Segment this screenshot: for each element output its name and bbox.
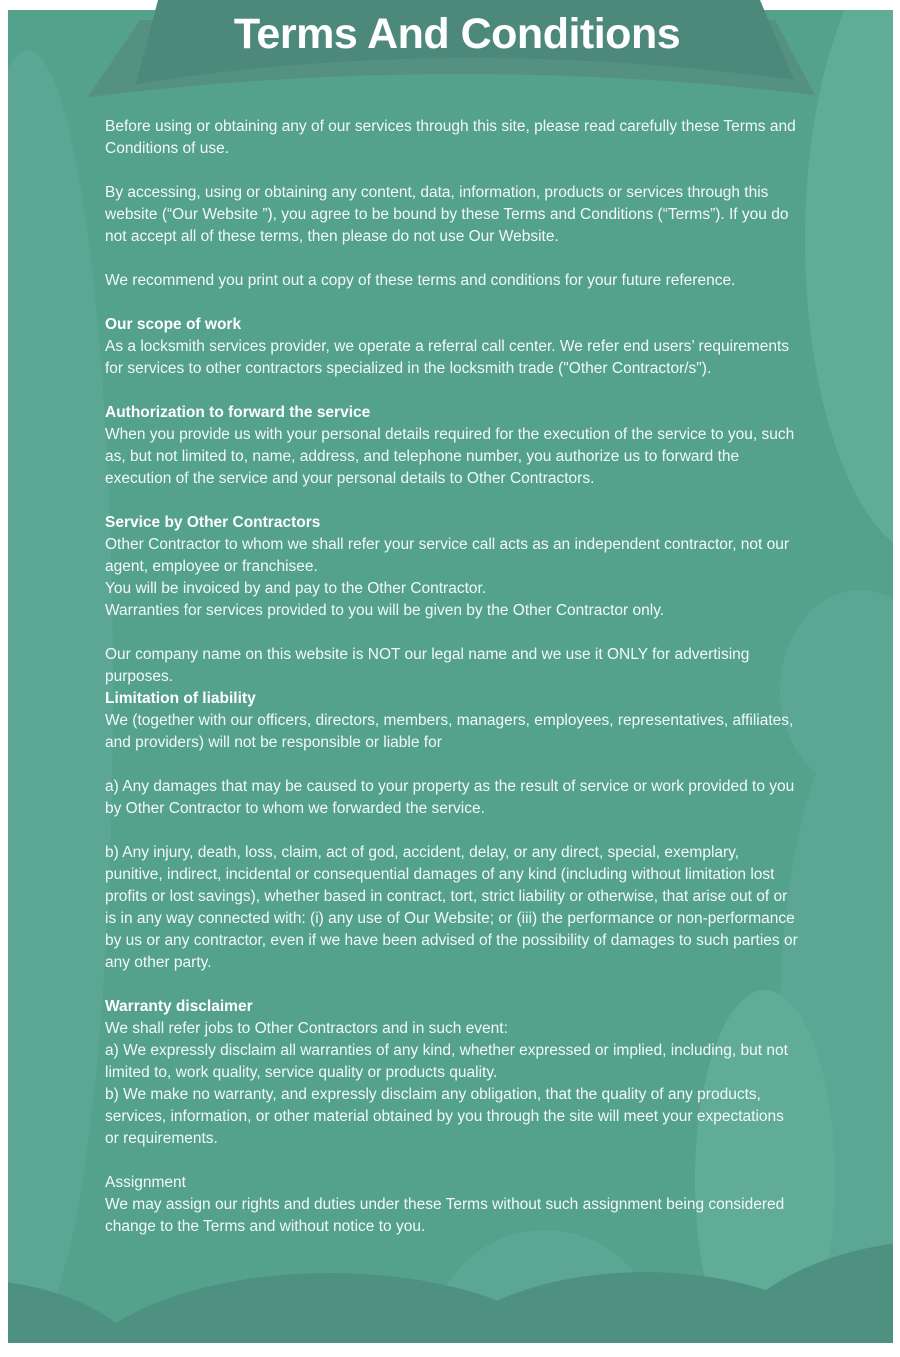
limitation-item-b: b) Any injury, death, loss, claim, act of god, accident, delay, or any direct, special, exemplary, punitive, indirect, incidental or consequential damages of any kind (including without limitation lost profits or lost savings), whether based in contract, tort, strict liability or otherwise, that arise out of or is in any way connected with: (i) any use of Our Website; or (iii) the performance or non-performance by us or any contractor, even if we have been advised of the possibility of damages to such parties or any other party.: [105, 844, 798, 971]
authorization-heading: Authorization to forward the service: [105, 404, 371, 421]
company-name-body: Our company name on this website is NOT our legal name and we use it ONLY for advertising purposes.: [105, 646, 750, 685]
decor-left-band: [8, 50, 113, 1330]
intro-paragraph-2: By accessing, using or obtaining any content, data, information, products or services through this website (“Our Website ”), you agree to be bound by these Terms and Conditions (“Terms”). If you do not accept all of these terms, then please do not use Our Website.: [105, 184, 789, 245]
page-title: Terms And Conditions: [233, 10, 681, 58]
intro-paragraph-3: We recommend you print out a copy of these terms and conditions for your future reference.: [105, 272, 736, 289]
limitation-item-a: a) Any damages that may be caused to your property as the result of service or work provided to you by Other Contractor to whom we forwarded the service.: [105, 778, 795, 817]
warranty-item-b: b) We make no warranty, and expressly disclaim any obligation, that the quality of any products, services, information, or other material obtained by you through the site will meet your expectations or requirements.: [105, 1086, 784, 1147]
terms-card: [8, 10, 893, 1343]
warranty-heading: Warranty disclaimer: [105, 998, 253, 1015]
service-heading: Service by Other Contractors: [105, 514, 321, 531]
terms-content: [105, 116, 799, 1238]
warranty-item-a: a) We expressly disclaim all warranties of any kind, whether expressed or implied, including, but not limited to, work quality, service quality or products quality.: [105, 1042, 788, 1081]
intro-paragraph-1: Before using or obtaining any of our services through this site, please read carefully these Terms and Conditions of use.: [105, 118, 796, 157]
assignment-body: We may assign our rights and duties under these Terms without such assignment being considered change to the Terms and without notice to you.: [105, 1196, 785, 1235]
warranty-intro: We shall refer jobs to Other Contractors and in such event:: [105, 1020, 508, 1037]
limitation-heading: Limitation of liability: [105, 690, 256, 707]
assignment-heading: Assignment: [105, 1174, 186, 1191]
limitation-body: We (together with our officers, directors, members, managers, employees, representatives, affiliates, and providers) will not be responsible or liable for: [105, 712, 794, 751]
scope-body: As a locksmith services provider, we operate a referral call center. We refer end users’ requirements for services to other contractors specialized in the locksmith trade ("Other Contractor/s").: [105, 338, 790, 377]
scope-heading: Our scope of work: [105, 316, 242, 333]
service-line-3: Warranties for services provided to you will be given by the Other Contractor only.: [105, 602, 665, 619]
authorization-body: When you provide us with your personal details required for the execution of the service to you, such as, but not limited to, name, address, and telephone number, you authorize us to forward the execution of the service and your personal details to Other Contractors.: [105, 426, 795, 487]
service-line-1: Other Contractor to whom we shall refer your service call acts as an independent contractor, not our agent, employee or franchisee.: [105, 536, 790, 575]
footer-wave-base: [8, 1332, 893, 1343]
service-line-2: You will be invoiced by and pay to the Other Contractor.: [105, 580, 487, 597]
